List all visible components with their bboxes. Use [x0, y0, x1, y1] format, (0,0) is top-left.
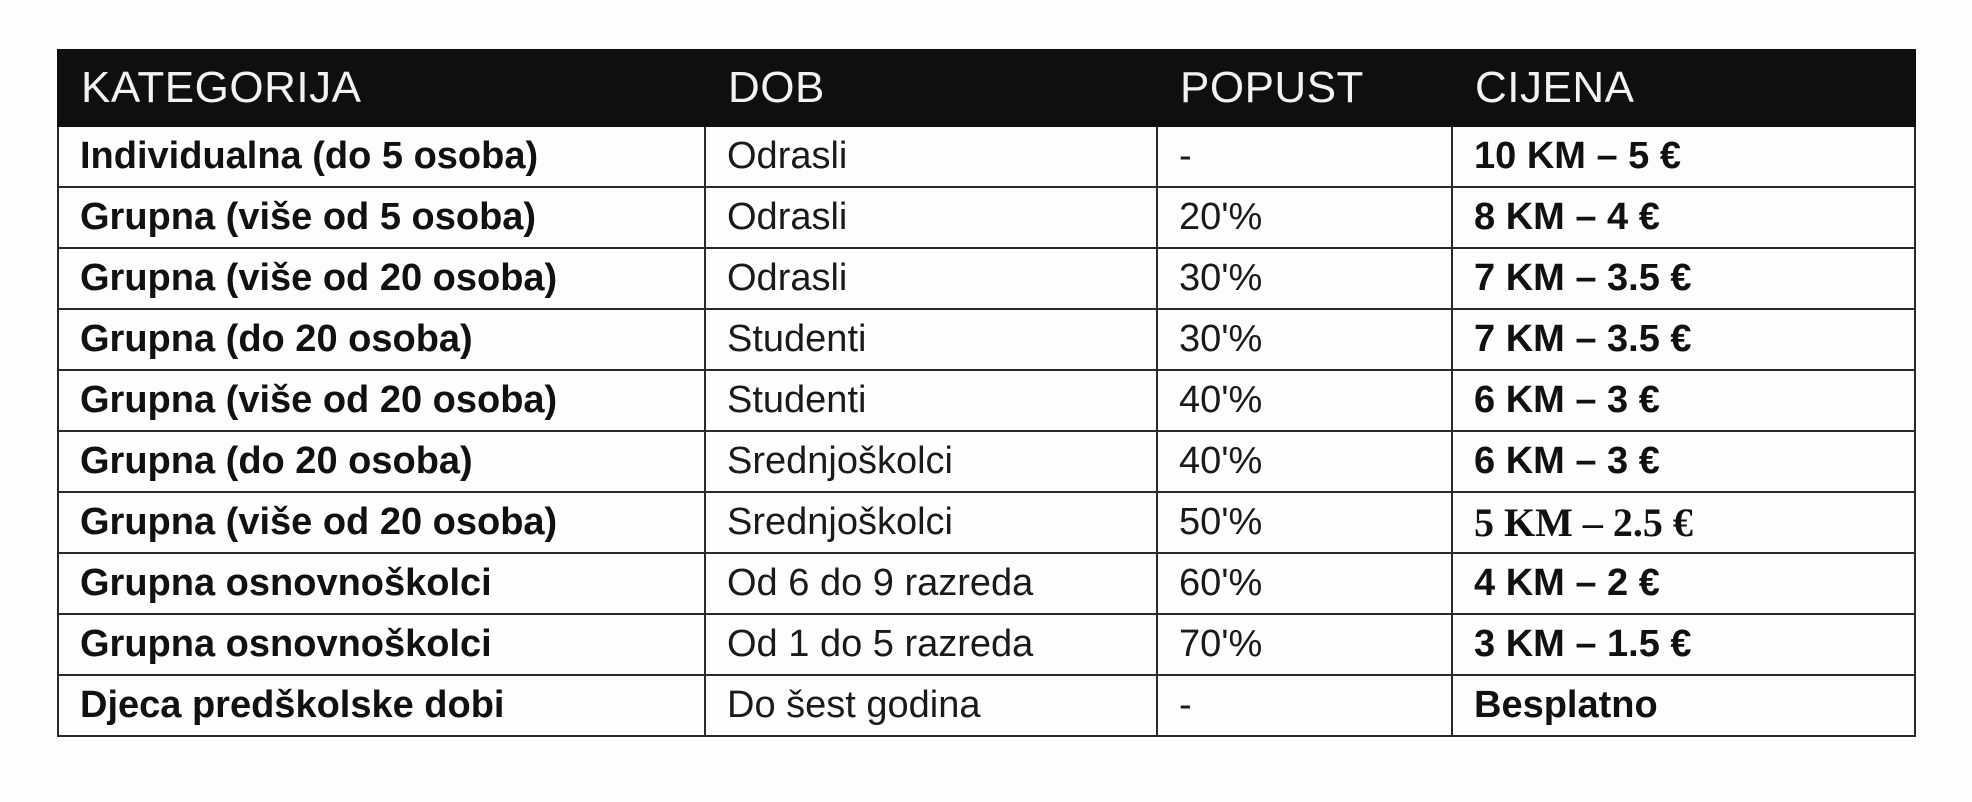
age-cell: Do šest godina [705, 675, 1157, 736]
price-cell: Besplatno [1452, 675, 1915, 736]
price-cell: 10 KM – 5 € [1452, 126, 1915, 187]
table-row [58, 553, 1915, 614]
discount-cell: - [1157, 126, 1452, 187]
category-cell: Grupna (do 20 osoba) [58, 309, 705, 370]
discount-cell: 60'% [1157, 553, 1452, 614]
category-cell: Grupna (više od 5 osoba) [58, 187, 705, 248]
age-cell: Studenti [705, 309, 1157, 370]
table-row [58, 675, 1915, 736]
table-row [58, 431, 1915, 492]
price-table [57, 49, 1916, 737]
age-cell: Od 6 do 9 razreda [705, 553, 1157, 614]
price-cell: 6 KM – 3 € [1452, 370, 1915, 431]
category-cell: Grupna osnovnoškolci [58, 553, 705, 614]
price-cell: 3 KM – 1.5 € [1452, 614, 1915, 675]
age-cell: Odrasli [705, 126, 1157, 187]
header-discount: POPUST [1157, 50, 1452, 126]
age-cell: Srednjoškolci [705, 431, 1157, 492]
discount-cell: 40'% [1157, 431, 1452, 492]
header-price: CIJENA [1452, 50, 1915, 126]
table-row [58, 126, 1915, 187]
price-cell: 5 KM – 2.5 € [1452, 492, 1915, 553]
discount-cell: 30'% [1157, 309, 1452, 370]
discount-cell: - [1157, 675, 1452, 736]
price-cell: 6 KM – 3 € [1452, 431, 1915, 492]
price-cell: 4 KM – 2 € [1452, 553, 1915, 614]
table-row [58, 309, 1915, 370]
discount-cell: 70'% [1157, 614, 1452, 675]
age-cell: Odrasli [705, 187, 1157, 248]
table-body [58, 126, 1915, 736]
table-row [58, 370, 1915, 431]
category-cell: Grupna (više od 20 osoba) [58, 370, 705, 431]
price-cell: 7 KM – 3.5 € [1452, 309, 1915, 370]
age-cell: Srednjoškolci [705, 492, 1157, 553]
age-cell: Od 1 do 5 razreda [705, 614, 1157, 675]
category-cell: Grupna (više od 20 osoba) [58, 248, 705, 309]
price-cell: 8 KM – 4 € [1452, 187, 1915, 248]
discount-cell: 50'% [1157, 492, 1452, 553]
category-cell: Djeca predškolske dobi [58, 675, 705, 736]
category-cell: Grupna osnovnoškolci [58, 614, 705, 675]
header-category: KATEGORIJA [58, 50, 705, 126]
header-row [58, 50, 1915, 126]
age-cell: Odrasli [705, 248, 1157, 309]
table-row [58, 614, 1915, 675]
discount-cell: 40'% [1157, 370, 1452, 431]
table-row [58, 248, 1915, 309]
discount-cell: 30'% [1157, 248, 1452, 309]
category-cell: Grupna (do 20 osoba) [58, 431, 705, 492]
category-cell: Individualna (do 5 osoba) [58, 126, 705, 187]
price-cell: 7 KM – 3.5 € [1452, 248, 1915, 309]
table-header [58, 50, 1915, 126]
table-row [58, 492, 1915, 553]
discount-cell: 20'% [1157, 187, 1452, 248]
header-age: DOB [705, 50, 1157, 126]
age-cell: Studenti [705, 370, 1157, 431]
category-cell: Grupna (više od 20 osoba) [58, 492, 705, 553]
table-row [58, 187, 1915, 248]
